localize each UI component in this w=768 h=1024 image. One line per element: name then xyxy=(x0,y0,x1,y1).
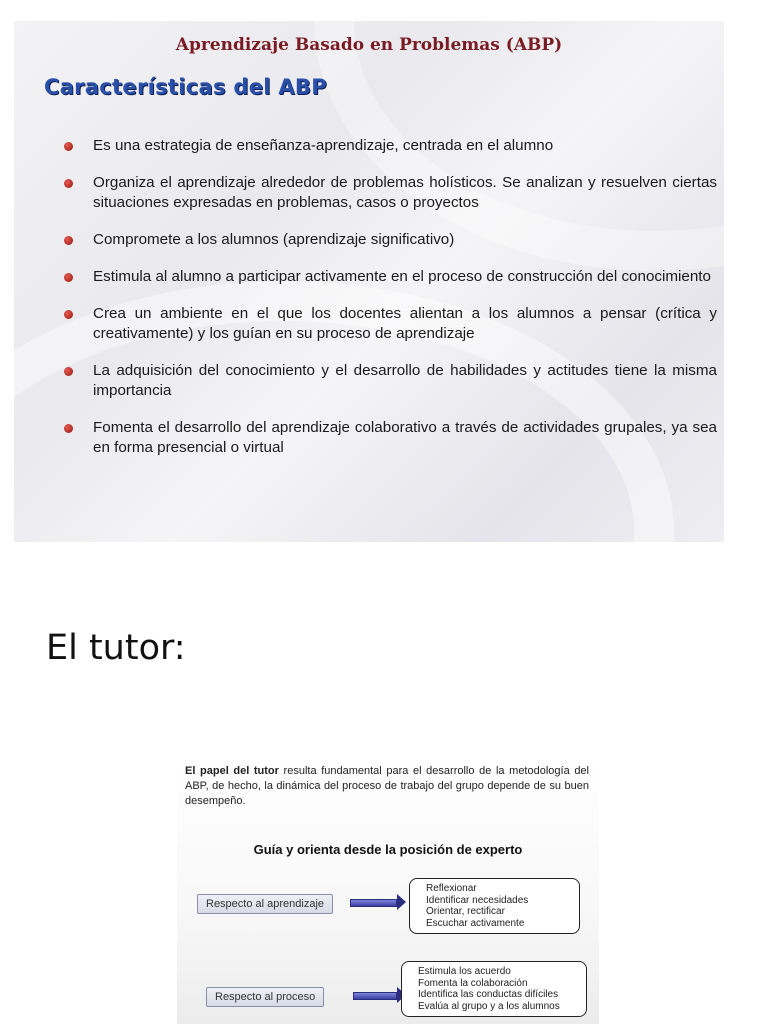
learning-items-box xyxy=(409,878,580,934)
list-item-text: Es una estrategia de enseñanza-aprendizaje, centrada en el alumno xyxy=(93,137,554,154)
bullet-icon xyxy=(64,424,73,433)
intro-text: resulta fundamental para el desarrollo de la metodología del ABP, de hecho, la dinámica del proceso de trabajo del grupo depende de su buen desempeño. xyxy=(185,765,589,807)
bullet-icon xyxy=(64,273,73,282)
list-item xyxy=(62,267,717,287)
list-item-text: Crea un ambiente en el que los docentes alientan a los alumnos a pensar (crítica y creativamente) y los guían en su proceso de aprendizaje xyxy=(93,305,717,342)
list-item xyxy=(62,304,717,344)
abp-characteristics-slide xyxy=(14,21,724,542)
characteristics-list xyxy=(62,136,717,475)
arrow-right-icon xyxy=(350,899,397,907)
learning-label: Respecto al aprendizaje xyxy=(197,894,333,914)
bullet-icon xyxy=(64,310,73,319)
bullet-icon xyxy=(64,142,73,151)
box-item: Estimula los acuerdo xyxy=(418,966,511,977)
list-item xyxy=(62,361,717,401)
box-item: Orientar, rectificar xyxy=(426,906,505,917)
list-item xyxy=(62,230,717,250)
process-items-box xyxy=(401,961,587,1017)
intro-paragraph xyxy=(185,764,589,809)
slide-heading: Características del ABP xyxy=(44,75,327,99)
box-item: Fomenta la colaboración xyxy=(418,977,528,989)
arrow-right-icon xyxy=(353,992,397,1000)
box-item: Identificar necesidades xyxy=(426,894,529,906)
box-item: Reflexionar xyxy=(426,883,477,894)
slide-subtitle: Guía y orienta desde la posición de experto xyxy=(253,842,523,857)
bullet-icon xyxy=(64,367,73,376)
list-item-text: Fomenta el desarrollo del aprendizaje colaborativo a través de actividades grupales, ya sea en forma presencial o virtual xyxy=(93,419,717,456)
list-item xyxy=(62,136,717,156)
box-item: Identifica las conductas difíciles xyxy=(418,989,559,1000)
slide-title: Aprendizaje Basado en Problemas (ABP) xyxy=(175,35,563,55)
box-item: Escuchar activamente xyxy=(426,917,525,929)
intro-bold-text: El papel del tutor xyxy=(185,765,279,777)
list-item-text: La adquisición del conocimiento y el desarrollo de habilidades y actitudes tiene la misma importancia xyxy=(93,362,717,399)
bullet-icon xyxy=(64,179,73,188)
box-item: Evalúa al grupo y a los alumnos xyxy=(418,1000,560,1012)
list-item-text: Estimula al alumno a participar activamente en el proceso de construcción del conocimiento xyxy=(93,268,711,285)
bullet-icon xyxy=(64,236,73,245)
list-item xyxy=(62,418,717,458)
process-label: Respecto al proceso xyxy=(206,987,324,1007)
list-item xyxy=(62,173,717,213)
list-item-text: Organiza el aprendizaje alrededor de problemas holísticos. Se analizan y resuelven ciertas situaciones expresadas en problemas, casos o proyectos xyxy=(93,174,717,211)
tutor-role-slide xyxy=(177,758,599,1024)
list-item-text: Compromete a los alumnos (aprendizaje significativo) xyxy=(93,231,455,248)
section-heading: El tutor: xyxy=(46,628,186,668)
